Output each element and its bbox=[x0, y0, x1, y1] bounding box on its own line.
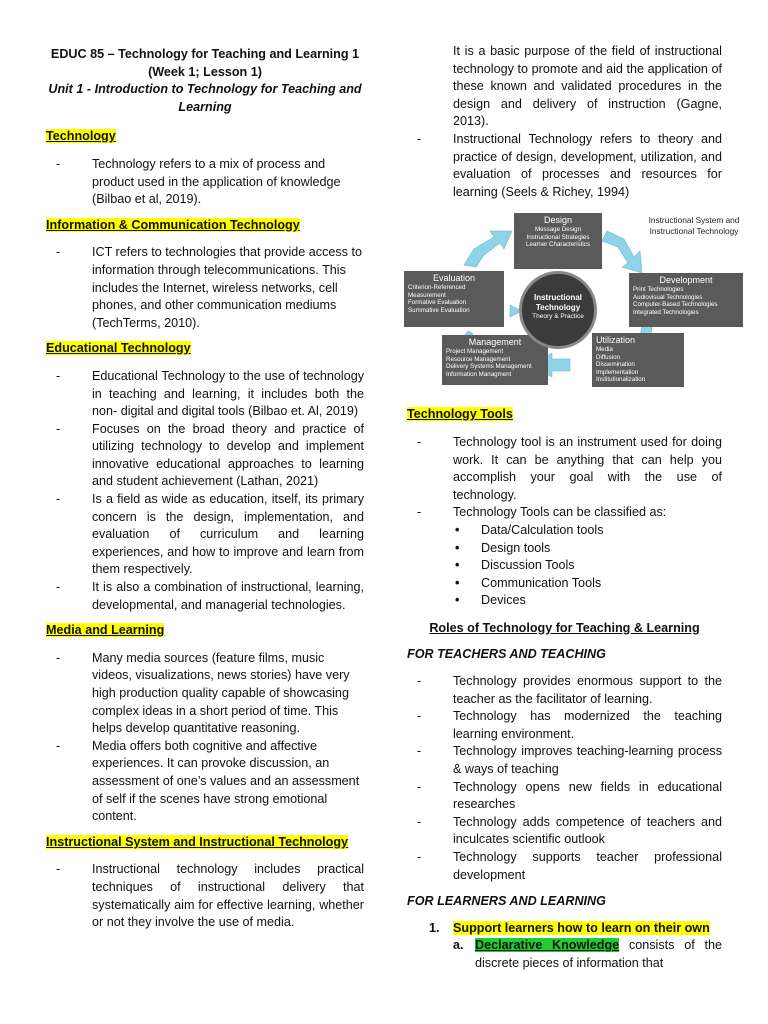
management-box: Management Project Management Resource Management Delivery Systems Management Information Managment bbox=[442, 335, 548, 385]
technology-list bbox=[46, 156, 364, 209]
unit-title: Unit 1 - Introduction to Technology for Teaching and Learning bbox=[48, 82, 362, 114]
list-item: • Devices bbox=[453, 592, 722, 610]
list-item: - Technology improves teaching-learning process & ways of teaching bbox=[407, 743, 722, 778]
list-item: 1. Support learners how to learn on their own a. Declarative Knowledge consists of the discrete pieces of information that bbox=[407, 920, 722, 973]
design-box: Design Message Design Instructional Strategies Learner Characteristics bbox=[514, 213, 602, 269]
list-item: - Technology provides enormous support to the teacher as the facilitator of learning. bbox=[407, 673, 722, 708]
media-list bbox=[46, 650, 364, 826]
teachers-list bbox=[407, 673, 722, 884]
list-item: - Technology refers to a mix of process and product used in the application of knowledge (Bilbao et al, 2019). bbox=[46, 156, 364, 209]
edtech-heading: Educational Technology bbox=[46, 341, 191, 356]
list-item: - Technology has modernized the teaching learning environment. bbox=[407, 708, 722, 743]
list-item: - Technology adds competence of teachers and inculcates scientific outlook bbox=[407, 814, 722, 849]
list-item: - Educational Technology to the use of technology in teaching and learning, it includes both the non- digital and digital tools (Bilbao et. Al, 2019) bbox=[46, 368, 364, 421]
course-title: EDUC 85 – Technology for Teaching and Learning 1 bbox=[50, 47, 360, 61]
learners-heading: FOR LEARNERS AND LEARNING bbox=[407, 894, 606, 909]
ict-heading: Information & Communication Technology bbox=[46, 217, 300, 232]
ict-list bbox=[46, 244, 364, 332]
list-item: - Focuses on the broad theory and practice of utilizing technology to develop and implement innovative educational approaches to learning and student achievement (Lathan, 2021) bbox=[46, 421, 364, 491]
development-box: Development Print Technologies Audiovisual Technologies Computer-Based Technologies Integrated Technologies bbox=[629, 273, 743, 327]
list-item: - Many media sources (feature films, music videos, visualizations, news stories) have very high production quality capable of showcasing complex ideas in a short period of time. This helps develop quantitative reasoning. bbox=[46, 650, 364, 738]
list-item: • Discussion Tools bbox=[453, 557, 722, 575]
instructional-list bbox=[46, 861, 364, 931]
tools-heading: Technology Tools bbox=[407, 407, 513, 422]
instructional-technology-diagram bbox=[402, 209, 747, 394]
list-item: - Instructional Technology refers to theory and practice of design, development, utilization, and evaluation of processes and resources for learning (Seels & Richey, 1994) bbox=[407, 131, 722, 201]
list-item: - Instructional technology includes practical techniques of instructional delivery that systematically aim for effective learning, whether or not they involve the use of media. bbox=[46, 861, 364, 931]
list-item: - Technology Tools can be classified as: bbox=[407, 504, 722, 522]
list-item: - Technology tool is an instrument used for doing work. It can be anything that can help you accomplish your goal with the use of technology. bbox=[407, 434, 722, 504]
list-item: • Design tools bbox=[453, 540, 722, 558]
instructional-tech-list bbox=[407, 131, 722, 201]
arrow-design-development bbox=[602, 231, 642, 273]
diagram-caption: Instructional System and Instructional Technology bbox=[648, 215, 740, 236]
list-item: • Communication Tools bbox=[453, 575, 722, 593]
list-item: - Is a field as wide as education, itself, its primary concern is the design, implementation, and evaluation of curriculum and learning experiences, and how to improve and learn from them respectively. bbox=[46, 491, 364, 579]
tools-classes bbox=[407, 522, 722, 610]
list-item: - ICT refers to technologies that provide access to information through telecommunications. This includes the Internet, wireless networks, cell phones, and other communication mediums (TechTerms, 2010). bbox=[46, 244, 364, 332]
right-column bbox=[407, 0, 740, 973]
list-item: - It is also a combination of instructional, learning, developmental, and managerial technologies. bbox=[46, 579, 364, 614]
utilization-box: Utilization Media Diffusion Dissemination Implementation Institutionalization bbox=[592, 333, 684, 387]
continued-paragraph: It is a basic purpose of the field of instructional technology to promote and aid the application of these known and validated procedures in the design and delivery of instruction (Gagne, 2013). bbox=[453, 44, 722, 129]
media-heading: Media and Learning bbox=[46, 623, 165, 638]
sub-item-a: a. Declarative Knowledge consists of the discrete pieces of information that bbox=[453, 938, 723, 970]
list-item: - Media offers both cognitive and affective experiences. It can provoke discussion, an assessment of one’s values and an assessment of self if the scenes have strong emotional content. bbox=[46, 738, 364, 826]
instructional-heading: Instructional System and Instructional Technology bbox=[46, 834, 349, 849]
list-item: • Data/Calculation tools bbox=[453, 522, 722, 540]
teachers-heading: FOR TEACHERS AND TEACHING bbox=[407, 647, 606, 662]
list-item: - Technology opens new fields in educational researches bbox=[407, 779, 722, 814]
center-circle: Instructional Technology Theory & Practice bbox=[519, 271, 597, 349]
tools-list bbox=[407, 434, 722, 522]
week-lesson: (Week 1; Lesson 1) bbox=[148, 64, 262, 79]
technology-heading: Technology bbox=[46, 129, 116, 144]
document-title bbox=[46, 46, 364, 116]
list-item: - Technology supports teacher professional development bbox=[407, 849, 722, 884]
evaluation-box: Evaluation Criterion-Referenced Measurement Formative Evaluation Summative Evaluation bbox=[404, 271, 504, 327]
arrow-evaluation-design bbox=[464, 231, 512, 267]
left-column bbox=[46, 0, 364, 932]
learners-list bbox=[407, 920, 722, 973]
roles-heading: Roles of Technology for Teaching & Learning bbox=[429, 620, 700, 635]
edtech-list bbox=[46, 368, 364, 614]
